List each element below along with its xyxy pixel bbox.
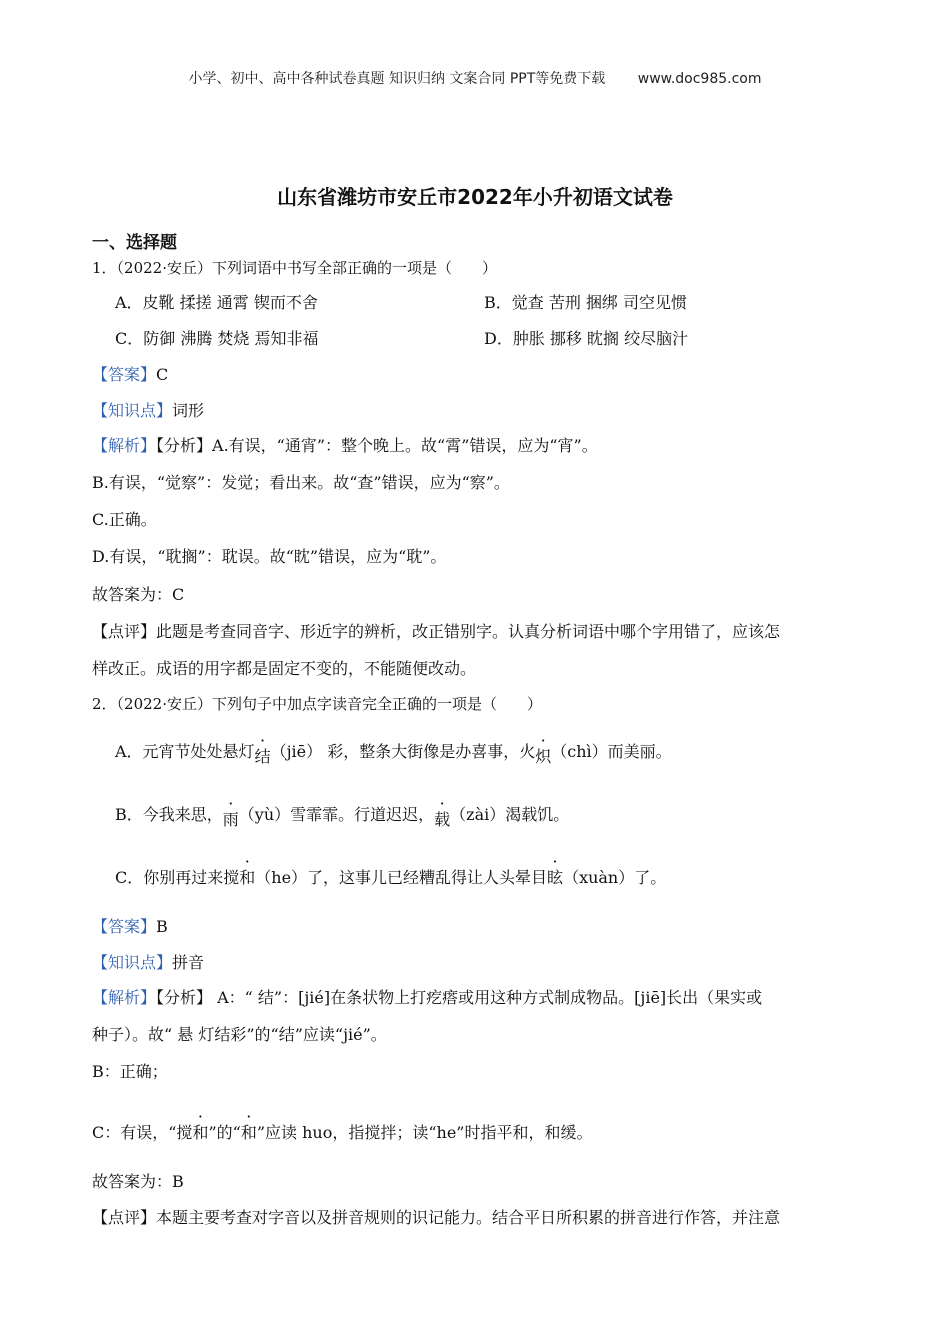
q2-c-dotted-char1: 和 (239, 868, 256, 887)
q2-a-text1: A．元宵节处处悬灯 (115, 742, 255, 761)
q1-comment (92, 621, 850, 643)
knowledge-tag: 【知识点】 (92, 401, 173, 420)
document-title: 山东省潍坊市安丘市2022年小升初语文试卷 (277, 185, 673, 209)
q1-answer-value: C (156, 365, 169, 384)
q1-final-answer: 故答案为：C (92, 585, 185, 604)
q2-a-dotted-char1: 结 (254, 747, 271, 766)
q1-option-b: B．觉查 苦刑 捆绑 司空见惯 (484, 293, 688, 312)
q2-b-text1: B．今我来思， (115, 805, 223, 824)
q2-analysis-line3: B：正确； (92, 1062, 168, 1081)
q2-a-text2: （jiē） 彩，整条大街像是办喜事，火 (270, 742, 536, 761)
q1-stem: 1．（2022·安丘）下列词语中书写全部正确的一项是（ ） (92, 259, 497, 277)
header-site: www.doc985.com (637, 71, 762, 87)
q2-b-dotted-char2: 载 (434, 810, 451, 829)
q1-option-d: D．肿胀 挪移 眈搁 绞尽脑汁 (484, 329, 689, 348)
analysis-tag: 【解析】 (92, 988, 157, 1007)
q1-knowledge-point (92, 400, 850, 422)
analysis-tag: 【解析】 (92, 436, 157, 455)
q2-analysis (92, 987, 850, 1009)
page-header (0, 68, 950, 88)
q2-option-a (115, 741, 672, 766)
knowledge-tag: 【知识点】 (92, 953, 173, 972)
q2-c-text2: （he）了，这事儿已经糟乱得让人头晕目 (255, 868, 548, 887)
q1-kp-value: 词形 (172, 401, 205, 420)
q2-answer-value: B (156, 917, 168, 936)
q2-a-text3: （chì）而美丽。 (551, 742, 672, 761)
comment-tag: 【点评】 (92, 1208, 157, 1227)
q2-analysis4-text3: ”应读 huo，指搅拌；读“he”时指平和，和缓。 (256, 1123, 593, 1142)
q1-analysis-line1: 【分析】A.有误，“通宵”：整个晚上。故“霄”错误，应为“宵”。 (156, 436, 598, 455)
q2-analysis4-dotted-char2: 和 (240, 1123, 257, 1142)
q2-c-dotted-char2: 眩 (547, 868, 564, 887)
q2-analysis4-text1: C：有误，“搅 (92, 1123, 193, 1142)
answer-tag: 【答案】 (92, 365, 157, 384)
q1-option-c: C．防御 沸腾 焚烧 焉知非福 (115, 329, 319, 348)
q2-final-answer: 故答案为：B (92, 1172, 184, 1191)
q2-analysis-line1: 【分析】 A：“ 结”：[jié]在条状物上打疙瘩或用这种方式制成物品。[jiē]长出（果实或 (156, 988, 763, 1007)
q2-analysis4-dotted-char1: 和 (192, 1123, 209, 1142)
q2-b-text3: （zài）渴载饥。 (450, 805, 570, 824)
q1-comment-line1: 此题是考查同音字、形近字的辨析，改正错别字。认真分析词语中哪个字用错了，应该怎 (156, 622, 781, 641)
answer-tag: 【答案】 (92, 917, 157, 936)
q2-answer (92, 916, 850, 938)
q2-option-b (115, 804, 570, 829)
q1-analysis-line2: B.有误，“觉察”：发觉；看出来。故“查”错误，应为“察”。 (92, 473, 510, 492)
q2-analysis4-text2: ”的“ (208, 1123, 241, 1142)
q1-option-a: A．皮靴 揉搓 通霄 锲而不舍 (115, 293, 318, 312)
q2-knowledge-point (92, 952, 850, 974)
q2-b-text2: （yù）雪霏霏。行道迟迟， (238, 805, 435, 824)
q2-kp-value: 拼音 (172, 953, 205, 972)
q1-analysis-line3: C.正确。 (92, 510, 157, 529)
q1-comment-line2: 样改正。成语的用字都是固定不变的，不能随便改动。 (92, 659, 477, 678)
q2-a-dotted-char2: 炽 (535, 747, 552, 766)
comment-tag: 【点评】 (92, 622, 157, 641)
q2-analysis-line4 (92, 1122, 850, 1144)
q2-comment-line1: 本题主要考查对字音以及拼音规则的识记能力。结合平日所积累的拼音进行作答，并注意 (156, 1208, 781, 1227)
q2-c-text3: （xuàn）了。 (563, 868, 667, 887)
section-title: 一、选择题 (92, 233, 177, 253)
q1-analysis-line4: D.有误，“耽搁”：耽误。故“眈”错误，应为“耽”。 (92, 547, 447, 566)
q2-b-dotted-char1: 雨 (222, 810, 239, 829)
header-text: 小学、初中、高中各种试卷真题 知识归纳 文案合同 PPT等免费下载 (188, 71, 606, 87)
q1-answer (92, 364, 850, 386)
q2-stem: 2．（2022·安丘）下列句子中加点字读音完全正确的一项是（ ） (92, 695, 542, 713)
q2-analysis-line2: 种子）。故“ 悬 灯结彩”的“结”应读“jié”。 (92, 1025, 387, 1044)
q2-comment (92, 1207, 850, 1229)
q1-analysis (92, 435, 850, 457)
q2-option-c (115, 867, 666, 889)
q2-c-text1: C．你别再过来搅 (115, 868, 240, 887)
